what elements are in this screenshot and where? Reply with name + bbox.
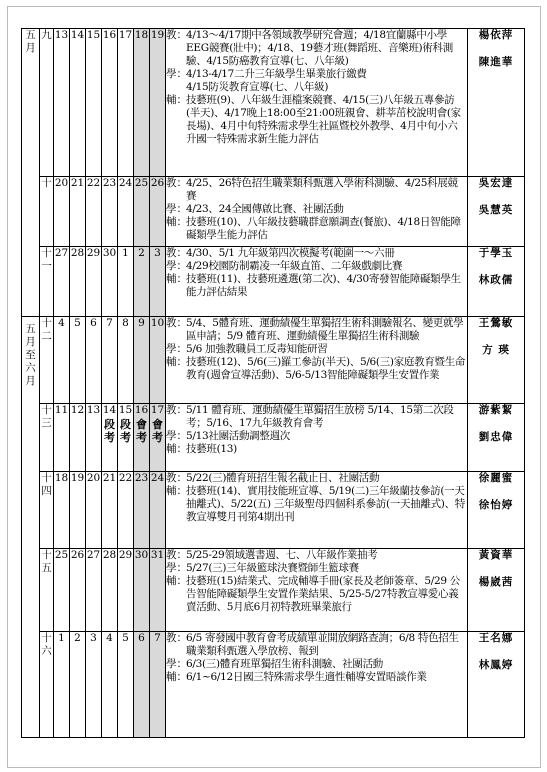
week-number (40, 177, 54, 247)
event-text: 5/27(三)三年級籃球決賽暨師生籃球賽 (186, 562, 359, 574)
week-row (22, 549, 525, 632)
exam-label: 會 考 (152, 418, 163, 444)
event-line (166, 485, 467, 524)
event-text: 技藝班(14)、實用技能班宣導、5/19(二)三年級蘭技參訪(一天抽離式)、5/22(五) 三年級聖母四個科系參訪(一天抽離式)、特教宣導雙月刊第4期出刊 (186, 485, 465, 523)
day-number: 26 (70, 549, 85, 561)
day-cell (54, 29, 70, 177)
event-category (166, 81, 186, 94)
staff-name: 于學玉 (478, 247, 514, 259)
event-line (166, 549, 467, 562)
event-line (166, 260, 467, 273)
event-text: 5/4、5體育班、運動績優生單獨招生術科測驗報名、變更就學區申請；5/9 體育班、運動績優生單獨招生術科測驗 (186, 317, 464, 342)
event-category: 輔： (166, 575, 187, 587)
day-number: 2 (74, 632, 81, 644)
day-number: 4 (106, 632, 113, 644)
event-category: 學： (166, 562, 187, 574)
day-cell (150, 632, 166, 738)
staff-name: 游紫絜 (478, 404, 514, 416)
day-number: 1 (58, 632, 65, 644)
event-line (166, 94, 467, 146)
events-cell (166, 247, 468, 317)
event-category: 輔： (166, 356, 187, 368)
day-cell (70, 549, 86, 632)
day-number: 26 (150, 177, 165, 189)
day-cell (70, 317, 86, 404)
event-text: 技藝班(11)、技藝班遴選(第二次)、4/30寄發智能障礙類學生能力評估結果 (186, 273, 461, 298)
event-text: 技藝班(9)、八年級生涯檔案競賽、4/15(三)八年級五專參訪(半天)、4/17晚上18:00至21:00班親會、耕莘茁校說明會(家長場)、4月中旬特殊需求學生社區暨校外教學、4月中旬小六升國一特殊需求新生能力評估 (186, 94, 461, 145)
day-number: 3 (154, 247, 161, 259)
day-number: 30 (134, 549, 149, 561)
day-number: 10 (150, 317, 165, 329)
event-line (166, 343, 467, 356)
staff-cell (468, 632, 525, 738)
day-number: 15 (86, 29, 101, 41)
week-label: 十 一 (41, 247, 52, 272)
day-number: 23 (134, 472, 149, 484)
event-text: 技藝班(12)、5/6(三)羅工參訪(半天)、5/6(三)家庭教育暨生命教育(週會宣導活動)、5/6-5/13智能障礙類學生安置作業 (186, 356, 466, 381)
day-cell (70, 247, 86, 317)
events-cell (166, 549, 468, 632)
day-number: 27 (86, 549, 101, 561)
day-number: 28 (102, 549, 117, 561)
day-cell (86, 177, 102, 247)
day-cell (102, 472, 118, 549)
week-number (40, 472, 54, 549)
day-number: 22 (118, 472, 133, 484)
day-number: 3 (90, 632, 97, 644)
staff-name: 陳進華 (478, 56, 514, 68)
day-cell (102, 247, 118, 317)
day-cell (54, 549, 70, 632)
event-category: 教： (166, 549, 187, 561)
event-line (166, 404, 467, 430)
day-number: 30 (102, 247, 117, 259)
day-number: 25 (54, 549, 69, 561)
event-line (166, 81, 467, 94)
event-category: 教： (166, 632, 187, 644)
event-line (166, 430, 467, 443)
week-row (22, 472, 525, 549)
event-line (166, 671, 467, 684)
events-cell (166, 177, 468, 247)
day-number: 12 (70, 404, 85, 416)
week-number (40, 549, 54, 632)
event-line (166, 68, 467, 81)
day-cell (54, 632, 70, 738)
day-number: 23 (102, 177, 117, 189)
week-number (40, 317, 54, 404)
day-cell (150, 247, 166, 317)
day-cell (70, 29, 86, 177)
day-number: 7 (154, 632, 161, 644)
event-text: 技藝班(13) (186, 443, 237, 455)
day-cell (150, 317, 166, 404)
event-category: 學： (166, 430, 187, 442)
week-number (40, 29, 54, 177)
day-number: 18 (54, 472, 69, 484)
staff-cell (468, 549, 525, 632)
event-category: 輔： (166, 443, 187, 455)
day-number: 14 (102, 404, 117, 416)
day-number: 24 (150, 472, 165, 484)
event-text: 4/29校園防制霸凌一年級直笛、二年級戲劇比賽 (186, 260, 403, 272)
event-line (166, 562, 467, 575)
day-number: 20 (54, 177, 69, 189)
event-text: 4/30、5/1 九年級第四次模擬考(範圍一～六冊 (186, 247, 395, 259)
day-cell (70, 632, 86, 738)
event-text: 5/11 體育班、運動績優生單獨招生放榜 5/14、15第二次段考；5/16、17九年級教育會考 (186, 404, 454, 429)
week-number (40, 632, 54, 738)
event-text: 技藝班(10)、八年級技藝職群意願調查(餐旅)、4/18日智能障礙類學生能力評估 (186, 216, 461, 241)
week-label: 十 (41, 177, 52, 189)
day-cell (70, 472, 86, 549)
events-cell (166, 317, 468, 404)
event-text: 4/13-4/17二升三年級學生畢業旅行繳費 (186, 68, 367, 80)
day-cell (118, 632, 134, 738)
event-line (166, 575, 467, 614)
staff-name: 徐怡婷 (478, 499, 514, 511)
staff-name: 方 瑛 (482, 344, 510, 356)
day-cell (118, 317, 134, 404)
event-category: 學： (166, 343, 187, 355)
day-cell (150, 404, 166, 472)
day-number: 11 (54, 404, 69, 416)
week-row (22, 317, 525, 404)
month-cell (22, 317, 40, 738)
event-line (166, 356, 467, 382)
day-number: 7 (106, 317, 113, 329)
staff-name: 王名娜 (478, 632, 514, 644)
events-cell (166, 404, 468, 472)
event-line (166, 658, 467, 671)
day-cell (102, 404, 118, 472)
event-category: 輔： (166, 273, 187, 285)
staff-name: 劉忠偉 (478, 431, 514, 443)
events-cell (166, 29, 468, 177)
exam-label: 段 考 (120, 418, 131, 444)
month-label: 五 月 (25, 29, 36, 54)
event-category: 教： (166, 404, 187, 416)
event-line (166, 177, 467, 203)
event-text: 6/3(三)體育班單獨招生術科測驗、社團活動 (186, 658, 383, 670)
month-label: 五 月 至 六 月 (25, 323, 36, 387)
day-number: 21 (70, 177, 85, 189)
day-number: 4 (58, 317, 65, 329)
day-cell (118, 247, 134, 317)
events-cell (166, 632, 468, 738)
week-row (22, 29, 525, 177)
day-cell (134, 247, 150, 317)
day-cell (102, 29, 118, 177)
day-cell (118, 472, 134, 549)
event-line (166, 273, 467, 299)
day-number: 22 (86, 177, 101, 189)
day-cell (54, 177, 70, 247)
day-cell (54, 317, 70, 404)
staff-name: 黃資華 (478, 549, 514, 561)
staff-name: 林鳳婷 (478, 659, 514, 671)
day-cell (134, 549, 150, 632)
day-number: 9 (138, 317, 145, 329)
events-cell (166, 472, 468, 549)
day-cell (134, 632, 150, 738)
day-number: 16 (134, 404, 149, 416)
day-cell (118, 29, 134, 177)
event-text: 6/1~6/12日國三特殊需求學生適性輔導安置晤談作業 (186, 671, 427, 683)
staff-name: 林政儒 (478, 274, 514, 286)
day-number: 24 (118, 177, 133, 189)
day-cell (86, 317, 102, 404)
event-line (166, 632, 467, 658)
week-label: 十 四 (41, 472, 52, 497)
staff-name: 徐麗蜜 (478, 472, 514, 484)
event-line (166, 29, 467, 68)
day-cell (102, 632, 118, 738)
day-number: 31 (150, 549, 165, 561)
staff-name: 吳宏達 (478, 177, 514, 189)
day-number: 8 (122, 317, 129, 329)
event-text: 5/22(三)體育班招生報名截止日、社團活動 (186, 472, 380, 484)
day-number: 1 (122, 247, 129, 259)
event-text: 4/13～4/17期中各領域教學研究會週；4/18宜蘭縣中小學EEG競賽(壯中)；4/18、19藝才班(舞蹈班、音樂班)術科測驗、4/15防癌教育宣導(七、八年級) (186, 29, 453, 67)
event-category: 教： (166, 472, 187, 484)
day-cell (86, 247, 102, 317)
event-line (166, 247, 467, 260)
day-number: 13 (86, 404, 101, 416)
day-number: 6 (90, 317, 97, 329)
staff-cell (468, 317, 525, 404)
event-text: 技藝班(15)結業式、完成輔導手冊(家長及老師簽章、5/29 公告智能障礙類學生安置作業結果、5/25-5/27特教宣導愛心義賣活動、5月底6月初特教班畢業旅行 (186, 575, 460, 613)
event-category: 教： (166, 247, 187, 259)
day-number: 25 (134, 177, 149, 189)
event-category: 教： (166, 317, 187, 329)
day-number: 29 (86, 247, 101, 259)
event-text: 5/6 加強教職員工反毒知能研習 (186, 343, 328, 355)
event-text: 5/25-29領域選書週、七、八年級作業抽考 (186, 549, 378, 561)
event-category: 學： (166, 203, 187, 215)
event-line (166, 443, 467, 456)
week-label: 十 五 (41, 549, 52, 574)
day-number: 17 (150, 404, 165, 416)
event-category: 輔： (166, 671, 187, 683)
day-number: 21 (102, 472, 117, 484)
day-number: 18 (134, 29, 149, 41)
event-text: 6/5 寄發國中教育會考成績單並開放網路查詢；6/8 特色招生職業類科甄選入學放榜、報到 (186, 632, 459, 657)
staff-cell (468, 404, 525, 472)
day-number: 15 (118, 404, 133, 416)
day-cell (118, 177, 134, 247)
day-cell (86, 472, 102, 549)
day-number: 2 (138, 247, 145, 259)
event-text: 4/23、24全國傳啟比賽、社團活動 (186, 203, 344, 215)
day-cell (54, 247, 70, 317)
event-category: 輔： (166, 485, 187, 497)
school-calendar-table (21, 28, 525, 738)
day-number: 13 (54, 29, 69, 41)
day-cell (86, 404, 102, 472)
event-text: 5/13社團活動調整週次 (186, 430, 290, 442)
day-cell (134, 317, 150, 404)
day-cell (134, 177, 150, 247)
day-cell (86, 632, 102, 738)
staff-cell (468, 247, 525, 317)
day-cell (54, 404, 70, 472)
month-cell (22, 29, 40, 317)
week-row (22, 404, 525, 472)
event-category: 學： (166, 658, 187, 670)
staff-name: 王鶯敏 (478, 317, 514, 329)
event-category: 輔： (166, 216, 187, 228)
day-number: 17 (118, 29, 133, 41)
week-number (40, 404, 54, 472)
day-cell (102, 317, 118, 404)
day-cell (70, 177, 86, 247)
day-cell (118, 549, 134, 632)
day-cell (150, 29, 166, 177)
event-line (166, 216, 467, 242)
week-label: 十 六 (41, 632, 52, 657)
exam-label: 段 考 (104, 418, 115, 444)
event-line (166, 472, 467, 485)
week-number (40, 247, 54, 317)
event-text: 4/25、26特色招生職業類科甄選入學術科測驗、4/25科展競賽 (186, 177, 458, 202)
week-label: 九 (41, 29, 52, 41)
day-cell (118, 404, 134, 472)
staff-cell (468, 29, 525, 177)
staff-name: 吳慧英 (478, 204, 514, 216)
day-number: 6 (138, 632, 145, 644)
event-category: 輔： (166, 94, 187, 106)
day-number: 20 (86, 472, 101, 484)
staff-cell (468, 177, 525, 247)
week-row (22, 177, 525, 247)
day-number: 29 (118, 549, 133, 561)
week-label: 十 三 (41, 404, 52, 429)
day-cell (134, 404, 150, 472)
day-cell (102, 549, 118, 632)
day-cell (86, 29, 102, 177)
day-number: 27 (54, 247, 69, 259)
day-cell (150, 472, 166, 549)
event-category: 教： (166, 177, 187, 189)
day-number: 5 (122, 632, 129, 644)
day-number: 28 (70, 247, 85, 259)
week-row (22, 632, 525, 738)
day-cell (150, 549, 166, 632)
day-cell (86, 549, 102, 632)
staff-name: 楊依萍 (478, 29, 514, 41)
day-cell (54, 472, 70, 549)
event-category: 學： (166, 260, 187, 272)
event-text: 4/15防災教育宣導(七、八年級) (186, 81, 329, 93)
day-cell (134, 29, 150, 177)
staff-cell (468, 472, 525, 549)
day-number: 5 (74, 317, 81, 329)
event-category: 學： (166, 68, 187, 80)
day-cell (134, 472, 150, 549)
day-cell (150, 177, 166, 247)
event-category: 教： (166, 29, 187, 41)
event-line (166, 203, 467, 216)
day-cell (102, 177, 118, 247)
day-number: 16 (102, 29, 117, 41)
week-label: 十 二 (41, 317, 52, 342)
day-number: 19 (150, 29, 165, 41)
week-row (22, 247, 525, 317)
day-number: 14 (70, 29, 85, 41)
staff-name: 楊崴茜 (478, 576, 514, 588)
day-number: 19 (70, 472, 85, 484)
exam-label: 會 考 (136, 418, 147, 444)
day-cell (70, 404, 86, 472)
event-line (166, 317, 467, 343)
